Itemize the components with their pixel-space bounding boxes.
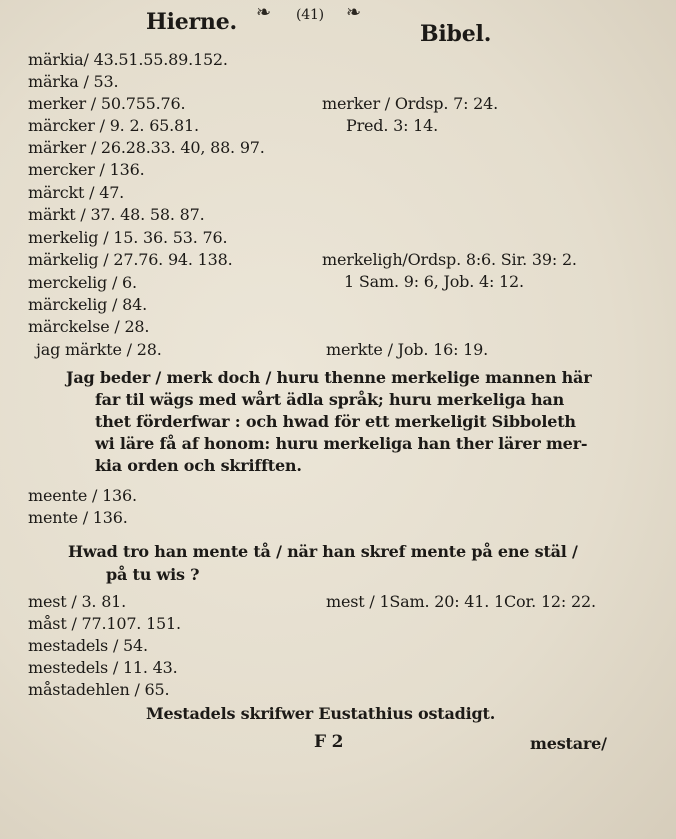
entry-left: mestedels / 11. 43. [28, 658, 178, 677]
entry-left: mest / 3. 81. [28, 592, 127, 611]
entry-left: måst / 77.107. 151. [28, 614, 181, 633]
entry-left: märckelse / 28. [28, 317, 150, 336]
header-left-word: Hierne. [146, 9, 237, 35]
paragraph-line: Jag beder / merk doch / huru thenne merkelige mannen här [66, 368, 592, 387]
entry-left: merker / 50.755.76. [28, 94, 186, 113]
signature-mark: F 2 [314, 732, 344, 752]
paragraph-line: far til wägs med wårt ädla språk; huru merkeliga han [95, 390, 565, 409]
entry-left: märkt / 37. 48. 58. 87. [28, 205, 205, 224]
entry-left: merkelig / 15. 36. 53. 76. [28, 228, 228, 247]
catchword: mestare/ [530, 734, 607, 753]
page-number: (41) [296, 7, 324, 23]
ornament-right-icon: ❧ [346, 2, 361, 23]
entry-right: merkte / Job. 16: 19. [326, 340, 488, 359]
entry-left: mestadels / 54. [28, 636, 148, 655]
paragraph-line: på tu wis ? [106, 565, 200, 584]
entry-right: mest / 1Sam. 20: 41. 1Cor. 12: 22. [326, 592, 596, 611]
entry-left: jag märkte / 28. [36, 340, 162, 359]
entry-left: merckelig / 6. [28, 273, 137, 292]
entry-left: märcker / 9. 2. 65.81. [28, 116, 199, 135]
closing-line: Mestadels skrifwer Eustathius ostadigt. [146, 704, 496, 723]
entry-left: märckelig / 84. [28, 295, 147, 314]
entry-left: mercker / 136. [28, 160, 145, 179]
entry-right: merker / Ordsp. 7: 24. [322, 94, 498, 113]
entry-left: märker / 26.28.33. 40, 88. 97. [28, 138, 265, 157]
ornament-left-icon: ❧ [256, 2, 271, 23]
entry-left: mente / 136. [28, 508, 128, 527]
entry-left: meente / 136. [28, 486, 137, 505]
entry-left: märckt / 47. [28, 183, 125, 202]
entry-right: Pred. 3: 14. [346, 116, 438, 135]
entry-left: märkia/ 43.51.55.89.152. [28, 50, 228, 69]
paragraph-line: wi läre få af honom: huru merkeliga han ther lärer mer- [95, 434, 588, 453]
paragraph-line: thet förderfwar : och hwad för ett merkeligit Sibboleth [95, 412, 576, 431]
entry-right: merkeligh/Ordsp. 8:6. Sir. 39: 2. [322, 250, 577, 269]
paragraph-line: Hwad tro han mente tå / när han skref mente på ene stäl / [68, 542, 578, 561]
header-right-word: Bibel. [420, 21, 492, 47]
entry-left: märkelig / 27.76. 94. 138. [28, 250, 233, 269]
entry-left: måstadehlen / 65. [28, 680, 170, 699]
entry-left: märka / 53. [28, 72, 119, 91]
entry-right: 1 Sam. 9: 6, Job. 4: 12. [344, 272, 524, 291]
paragraph-line: kia orden och skrifften. [95, 456, 302, 475]
